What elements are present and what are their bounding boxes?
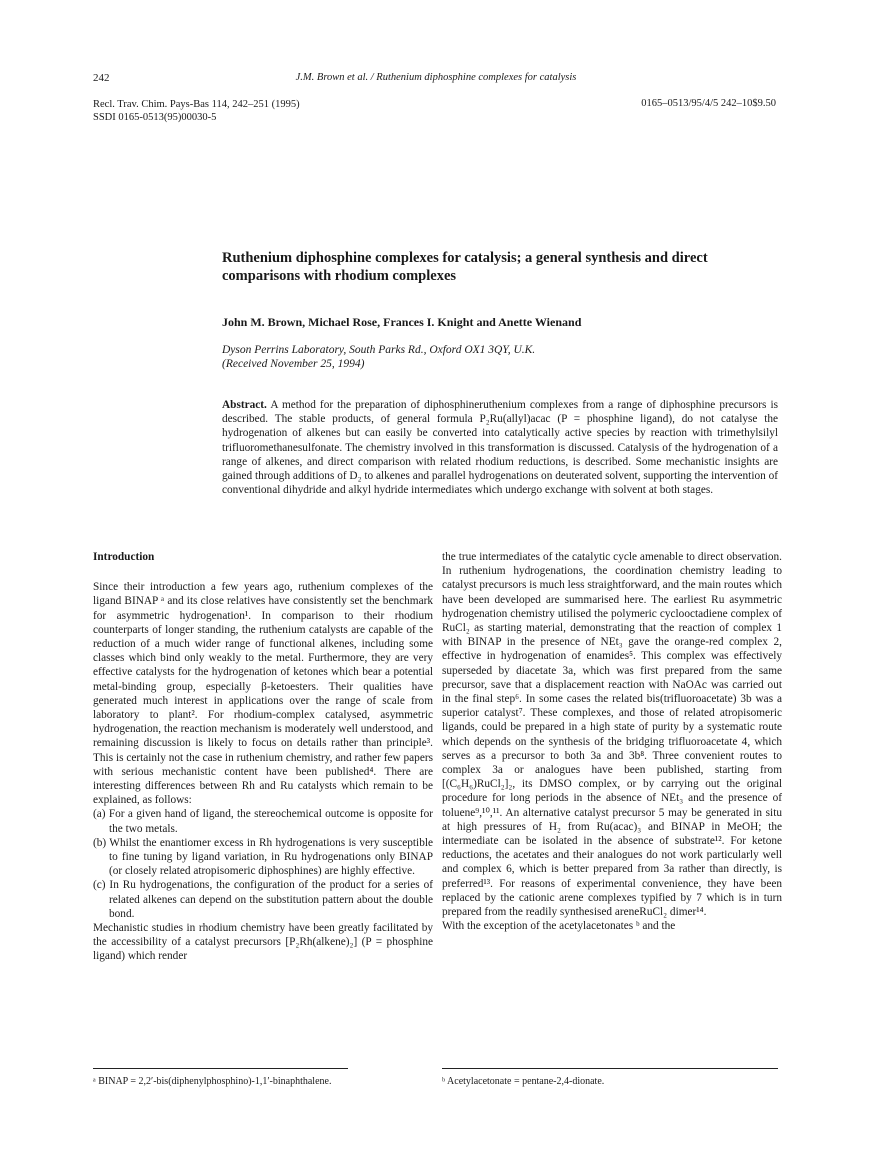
footnote-b: ᵇ Acetylacetonate = pentane-2,4-dionate. xyxy=(442,1076,605,1087)
issn-code: 0165–0513/95/4/5 242–10$9.50 xyxy=(641,98,776,109)
intro-paragraph-1: Since their introduction a few years ago, ruthenium complexes of the ligand BINAP ᵃ and its close relatives have consistently set the benchmark for asymmetric hydrogenation¹. In comparison to their rhodium counterparts of longer standing, the ruthenium catalysts are capable of the reduction of a much wider range of functional alkenes, including some classes which bind only weakly to the metal. Furthermore, they are very effective catalysts for the hydrogenation of ketones which bear a potential metal-binding group, especially β-ketoesters. Their qualities have generated much interest in applications over the range of scale from laboratory to plant². For rhodium-complex catalysed, asymmetric hydrogenation, the reaction mechanism is moderately well understood, and remaining discussion is likely to focus on details rather than principle³. This is certainly not the case in ruthenium chemistry, and rather few papers with serious mechanistic content have been published⁴. There are interesting differences between Rh and Ru catalysts which remain to be explained, as follows: xyxy=(93,581,433,807)
list-item-c: (c) In Ru hydrogenations, the configuration of the product for a series of related alkenes can depend on the substitution pattern about the double bond. xyxy=(93,879,433,920)
right-column xyxy=(442,550,782,933)
footnote-rule-left xyxy=(93,1068,348,1069)
footnote-a: ᵃ BINAP = 2,2′-bis(diphenylphosphino)-1,1′-binaphthalene. xyxy=(93,1076,332,1087)
affiliation-block xyxy=(222,343,535,371)
citation-line-1: Recl. Trav. Chim. Pays-Bas 114, 242–251 (1995) xyxy=(93,99,300,110)
affiliation: Dyson Perrins Laboratory, South Parks Rd., Oxford OX1 3QY, U.K. xyxy=(222,344,536,356)
list-item-a: (a) For a given hand of ligand, the stereochemical outcome is opposite for the two metals. xyxy=(93,808,433,835)
citation-line-2: SSDI 0165-0513(95)00030-5 xyxy=(93,112,217,123)
received-date: (Received November 25, 1994) xyxy=(222,358,365,370)
intro-paragraph-2: Mechanistic studies in rhodium chemistry have been greatly facilitated by the accessibility of a catalyst precursors [P₂Rh(alkene)₂] (P = phosphine ligand) which render xyxy=(93,922,433,963)
body-paragraph-right-1: the true intermediates of the catalytic cycle amenable to direct observation. In ruthenium hydrogenations, the coordination chemistry leading to catalyst precursors is much less straightforward, and the main routes which have been developed are summarised here. The earliest Ru asymmetric hydrogenation chemistry utilised the polymeric cyclooctadiene complex of RuCl₂ as starting material, demonstrating that the reaction of complex 1 with BINAP in the presence of NEt₃ gave the orange-red complex 2, effective in hydrogenation of enamides⁵. This complex was effectively superseded by diacetate 3a, which was first prepared from the same precursor, save that a displacement reaction with NaOAc was carried out in the final step⁶. In some cases the related bis(trifluoroacetate) 3b was a superior catalyst⁷. These complexes, and those of related atropisomeric ligands, could be prepared in a high state of purity by a systematic route which depends on the synthesis of the bridging trifluoroacetate 4, which serves as a precursor to both 3a and 3b⁸. Three convenient routes to complex 3a or analogues have been published, starting from [(C₆H₆)RuCl₂]₂, its DMSO complex, or by carrying out the original procedure for long periods in the absence of NEt₃ and the presence of toluene⁹,¹⁰,¹¹. An alternative catalyst precursor 5 may be generated in situ at high pressures of H₂ from Ru(acac)₃ and BINAP in MeOH; the intermediate can be isolated in the absence of substrate¹². For ketone reductions, the acetates and their analogues do not work particularly well and complex 6, which is better prepared from 3a rather than directly, is preferred¹³. For reasons of experimental convenience, they have been replaced by the cationic arene complexes typified by 7 which is in turn prepared from the readily synthesised areneRuCl₂ dimer¹⁴. xyxy=(442,551,782,919)
footnote-rule-right xyxy=(442,1068,778,1069)
list-item-b: (b) Whilst the enantiomer excess in Rh hydrogenations is very susceptible to fine tuning by ligand variation, in Ru hydrogenations only BINAP (or closely related atropisomeric diphosphines) are highly effective. xyxy=(93,836,433,878)
abstract-text: A method for the preparation of diphosphineruthenium complexes from a range of diphosphine precursors is described. The stable products, of general formula P₂Ru(allyl)acac (P = phosphine ligand), do not catalyse the hydrogenation of alkenes but can easily be converted into catalytically active species by reaction with trimethylsilyl trifluoromethanesulfonate. The chemistry involved in this transformation is discussed. Catalysis of the hydrogenation of a range of alkenes, and direct comparison with related rhodium reductions, is described. Some mechanistic insights are gained through additions of D₂ to alkenes and parallel hydrogenations on deuterated solvent, supporting the intervention of conventional dihydride and alkyl hydride intermediates which undergo exchange with solvent at both stages. xyxy=(222,399,778,497)
section-heading-introduction: Introduction xyxy=(93,551,155,563)
article-title: Ruthenium diphosphine complexes for catalysis; a general synthesis and direct comparisons with rhodium complexes xyxy=(222,250,708,284)
abstract-label: Abstract. xyxy=(222,399,267,411)
running-head: J.M. Brown et al. / Ruthenium diphosphine complexes for catalysis xyxy=(295,72,577,83)
abstract xyxy=(222,398,778,497)
body-paragraph-right-2: With the exception of the acetylacetonates ᵇ and the xyxy=(442,920,676,933)
author-list: John M. Brown, Michael Rose, Frances I. Knight and Anette Wienand xyxy=(222,315,582,329)
left-column xyxy=(93,550,433,964)
page-number: 242 xyxy=(93,72,110,84)
journal-citation xyxy=(93,98,300,124)
